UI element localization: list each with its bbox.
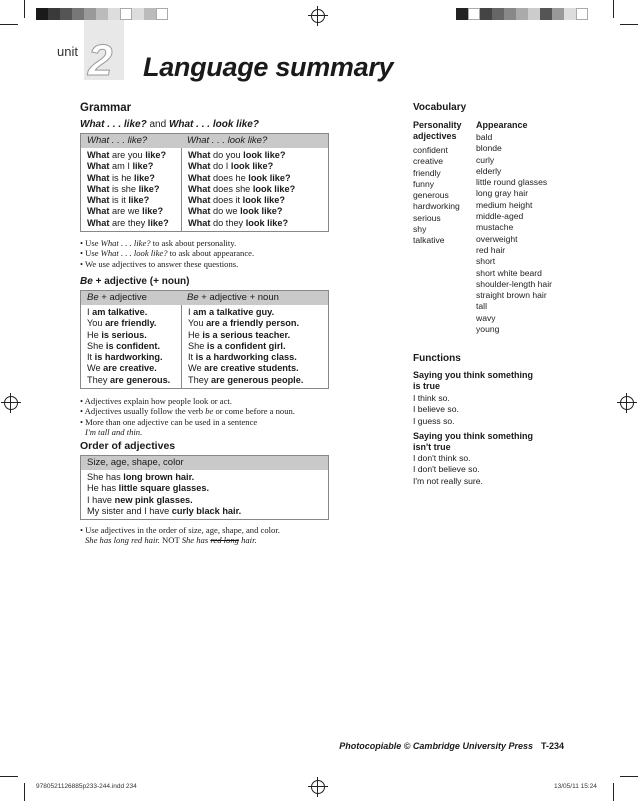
row-part: are creative students.: [204, 363, 299, 374]
vocab-item: generous: [413, 190, 449, 201]
row-part: like?: [142, 206, 164, 217]
table-row: [87, 341, 181, 352]
table-row: [87, 184, 181, 195]
function-phrase: I believe so.: [413, 404, 459, 415]
row-part: What: [188, 195, 211, 206]
row-part: I have: [87, 494, 115, 505]
note-part: be: [205, 406, 214, 417]
note-line: • Use adjectives in the order of size, age, shape, and color.: [80, 525, 280, 535]
row-part: am talkative.: [92, 307, 148, 317]
table-column: [181, 148, 328, 231]
crop-line: [24, 0, 25, 18]
row-part: look like?: [230, 161, 274, 172]
table-row: [188, 341, 328, 352]
crop-line: [0, 776, 18, 777]
note-part: to ask about personality.: [150, 238, 237, 248]
registration-mark-top: [311, 9, 325, 23]
row-part: You: [188, 318, 207, 329]
note-part: She has: [181, 535, 211, 546]
grammar-heading: Grammar: [80, 102, 132, 114]
vocab-item: young: [476, 324, 500, 335]
table-row: [87, 506, 328, 517]
grammar-notes-2: [80, 396, 330, 437]
copyright-notice: Photocopiable © Cambridge University Press: [339, 741, 533, 751]
vocab-item: mustache: [476, 222, 514, 233]
row-part: is it: [109, 195, 129, 206]
order-adjectives-table: [80, 455, 329, 520]
note-part: • We use adjectives to answer these questions.: [80, 258, 239, 269]
table-row: [188, 161, 328, 172]
crop-line: [613, 783, 614, 801]
row-part: long brown hair.: [123, 472, 195, 482]
row-part: are they: [109, 217, 148, 228]
personality-list: [413, 145, 460, 247]
crop-line: [613, 0, 614, 18]
function-group-list: [413, 453, 483, 487]
row-part: like?: [133, 172, 155, 183]
table-row: [188, 195, 328, 206]
subheading-part: and: [149, 119, 167, 130]
row-part: like?: [145, 150, 167, 160]
table-row: [87, 206, 181, 217]
row-part: What: [87, 206, 110, 217]
vocab-item: wavy: [476, 312, 496, 323]
row-part: do you: [210, 150, 244, 160]
row-part: It: [188, 352, 196, 363]
row-part: are creative.: [103, 363, 157, 374]
note-line: [80, 396, 330, 406]
function-phrase: I don't believe so.: [413, 464, 480, 475]
be-adjective-table: [80, 290, 329, 389]
row-part: They: [188, 374, 211, 385]
row-part: is hardworking.: [94, 352, 163, 363]
row-part: curly black hair.: [171, 505, 242, 516]
table-row: [87, 483, 328, 494]
table-row: [87, 375, 181, 386]
table-row: [188, 150, 328, 161]
personality-heading: [413, 120, 462, 142]
note-line: [80, 238, 330, 248]
vocab-item: shoulder-length hair: [476, 278, 552, 289]
note-part: • Adjectives usually follow the verb: [80, 406, 206, 417]
row-part: We: [188, 363, 205, 374]
table-row: [188, 307, 328, 318]
note-part: hair.: [238, 535, 257, 546]
heading-line: Saying you think something: [413, 431, 534, 441]
row-part: does it: [210, 195, 243, 206]
table-header: [81, 291, 181, 305]
row-part: is a hardworking class.: [195, 352, 297, 363]
vocab-item: shy: [413, 224, 427, 235]
row-part: like?: [132, 161, 154, 172]
row-part: look like?: [240, 206, 283, 217]
grammar-notes-3: [80, 525, 330, 546]
row-part: He: [188, 329, 203, 340]
row-part: are friendly.: [105, 318, 157, 329]
row-part: like?: [128, 195, 150, 206]
table-row: [188, 363, 328, 374]
table-row: [87, 352, 181, 363]
appearance-heading: Appearance: [476, 120, 528, 130]
table-column: [81, 305, 181, 388]
row-part: is a serious teacher.: [202, 329, 291, 340]
function-group-heading: [413, 431, 533, 453]
crop-line: [0, 24, 18, 25]
header-part: Be: [187, 292, 199, 303]
row-part: are generous.: [109, 374, 171, 385]
registration-mark-left: [4, 396, 18, 410]
table-header: What . . . like?: [87, 135, 148, 146]
table-row: [87, 318, 181, 329]
table-column: [81, 470, 328, 519]
note-part: • More than one adjective can be used in a sentence: [80, 416, 258, 427]
note-line: [80, 259, 330, 269]
grammar-subheading: [80, 119, 259, 130]
function-group-heading: [413, 370, 533, 392]
row-part: is confident.: [105, 340, 161, 351]
vocab-item: curly: [476, 154, 495, 165]
row-part: do we: [210, 206, 241, 217]
note-line: [80, 427, 330, 437]
what-like-table: [80, 133, 329, 232]
vocab-item: short: [476, 256, 496, 267]
row-part: What: [87, 217, 110, 228]
note-part: • Use: [80, 238, 101, 248]
row-part: What: [87, 183, 110, 194]
note-line: [80, 248, 330, 258]
vocab-item: creative: [413, 156, 444, 167]
row-part: do I: [210, 161, 231, 172]
row-part: look like?: [248, 172, 291, 183]
row-part: look like?: [245, 217, 289, 228]
subheading-part: What . . . like?: [80, 119, 147, 130]
vocab-item: friendly: [413, 167, 441, 178]
table-row: [188, 375, 328, 386]
crop-line: [620, 24, 638, 25]
table-column: [81, 148, 181, 231]
row-part: He: [87, 329, 102, 340]
table-row: [87, 472, 328, 483]
row-part: new pink glasses.: [114, 494, 193, 505]
row-part: What: [87, 161, 110, 172]
vocab-item: blonde: [476, 143, 502, 154]
order-adjectives-heading: Order of adjectives: [80, 440, 176, 452]
row-part: is she: [109, 183, 139, 194]
note-part: She has long red hair.: [85, 535, 160, 546]
registration-mark-right: [620, 396, 634, 410]
heading-part: Be: [80, 276, 93, 287]
table-row: [87, 307, 181, 318]
row-part: What: [188, 161, 211, 172]
vocab-item: straight brown hair: [476, 290, 547, 301]
function-phrase: I don't think so.: [413, 453, 471, 463]
row-part: look like?: [242, 195, 286, 206]
row-part: What: [188, 217, 211, 228]
row-part: am a talkative guy.: [193, 307, 275, 317]
row-part: What: [188, 150, 211, 160]
grammar-notes-1: [80, 238, 330, 269]
header-part: + adjective: [98, 292, 147, 303]
row-part: look like?: [243, 150, 286, 160]
vocab-item: red hair: [476, 244, 506, 255]
function-phrase: I'm not really sure.: [413, 475, 483, 486]
be-adjective-heading: [80, 276, 190, 287]
table-row: [188, 184, 328, 195]
table-row: [87, 363, 181, 374]
table-header: Size, age, shape, color: [87, 457, 184, 468]
row-part: They: [87, 374, 110, 385]
vocab-item: tall: [476, 301, 487, 312]
row-part: is he: [109, 172, 134, 183]
note-part: What . . . look like?: [100, 248, 168, 259]
row-part: am I: [109, 161, 133, 172]
heading-line: is true: [413, 381, 441, 391]
table-row: [188, 173, 328, 184]
table-column: [181, 305, 328, 388]
vocab-item: little round glasses: [476, 177, 548, 188]
table-header: [181, 291, 328, 305]
vocab-item: elderly: [476, 165, 502, 176]
function-group-list: [413, 393, 459, 427]
table-row: [87, 330, 181, 341]
table-row: [87, 150, 181, 161]
row-part: I: [188, 307, 194, 317]
table-row: [188, 352, 328, 363]
header-part: + adjective + noun: [198, 292, 279, 303]
heading-line: Personality: [413, 120, 462, 130]
row-part: My sister and I have: [87, 505, 172, 516]
vocab-item: middle-aged: [476, 211, 524, 222]
row-part: She: [188, 340, 207, 351]
heading-line: Saying you think something: [413, 370, 534, 380]
row-part: What: [188, 183, 211, 194]
row-part: is a confident girl.: [206, 340, 286, 351]
note-part: NOT: [159, 535, 182, 546]
row-part: What: [87, 172, 110, 183]
row-part: It: [87, 352, 95, 363]
function-phrase: I guess so.: [413, 415, 455, 426]
vocab-item: bald: [476, 132, 493, 142]
table-header: What . . . look like?: [187, 135, 268, 146]
row-part: is serious.: [101, 329, 147, 340]
note-part: I'm tall and thin.: [85, 426, 143, 437]
table-row: [87, 173, 181, 184]
row-part: She has: [87, 472, 124, 482]
vocab-item: short white beard: [476, 267, 542, 278]
note-line: [80, 535, 330, 545]
row-part: What: [188, 172, 211, 183]
table-row: [87, 218, 181, 229]
table-row: [87, 161, 181, 172]
note-part: What . . . like?: [100, 238, 151, 248]
vocab-item: overweight: [476, 233, 518, 244]
row-part: What: [87, 195, 110, 206]
vocab-item: confident: [413, 145, 448, 155]
header-part: Be: [87, 292, 99, 303]
note-part: or come before a noun.: [213, 406, 295, 417]
table-row: [188, 218, 328, 229]
unit-label: unit: [57, 44, 78, 59]
vocab-item: medium height: [476, 199, 533, 210]
note-part: • Use: [80, 248, 101, 259]
function-phrase: I think so.: [413, 393, 450, 403]
heading-part: + adjective (+ noun): [92, 276, 190, 287]
crop-line: [620, 776, 638, 777]
vocab-item: serious: [413, 212, 441, 223]
note-line: [80, 417, 330, 427]
date-slug: 13/05/11 15:24: [554, 783, 597, 790]
vocabulary-heading: Vocabulary: [413, 102, 467, 113]
row-part: do they: [210, 217, 246, 228]
row-part: We: [87, 363, 104, 374]
row-part: What: [188, 206, 211, 217]
row-part: like?: [138, 183, 160, 194]
page-title: Language summary: [143, 52, 394, 82]
heading-line: isn't true: [413, 442, 451, 452]
file-slug: 9780521126885p233-244.indd 234: [36, 783, 137, 790]
row-part: are a friendly person.: [206, 318, 299, 329]
row-part: are generous people.: [210, 374, 304, 385]
row-part: What: [87, 150, 110, 160]
vocab-item: talkative: [413, 235, 445, 246]
subheading-part: What . . . look like?: [168, 119, 259, 130]
note-part: • Adjectives explain how people look or act.: [80, 396, 232, 406]
row-part: are you: [109, 150, 146, 160]
registration-mark-bottom: [311, 780, 325, 794]
note-line: [80, 406, 330, 416]
row-part: little square glasses.: [118, 483, 210, 494]
row-part: She: [87, 340, 106, 351]
row-part: does she: [210, 183, 253, 194]
table-row: [188, 318, 328, 329]
page-footer: [339, 741, 564, 751]
vocab-item: funny: [413, 178, 435, 189]
vocab-item: hardworking: [413, 201, 460, 212]
row-part: does he: [210, 172, 249, 183]
table-row: [87, 495, 328, 506]
crop-line: [24, 783, 25, 801]
appearance-list: [476, 132, 552, 335]
row-part: are we: [109, 206, 143, 217]
vocab-item: long gray hair: [476, 188, 529, 199]
row-part: like?: [147, 217, 169, 228]
table-row: [188, 206, 328, 217]
page-number: T-234: [540, 741, 564, 751]
row-part: You: [87, 318, 106, 329]
row-part: I: [87, 307, 93, 317]
row-part: look like?: [252, 183, 296, 194]
table-row: [188, 330, 328, 341]
note-part: to ask about appearance.: [167, 248, 255, 259]
table-row: [87, 195, 181, 206]
unit-number: 2: [88, 36, 113, 85]
note-part: red long: [210, 535, 239, 546]
row-part: He has: [87, 483, 119, 494]
functions-heading: Functions: [413, 353, 461, 364]
heading-line: adjectives: [413, 131, 457, 141]
